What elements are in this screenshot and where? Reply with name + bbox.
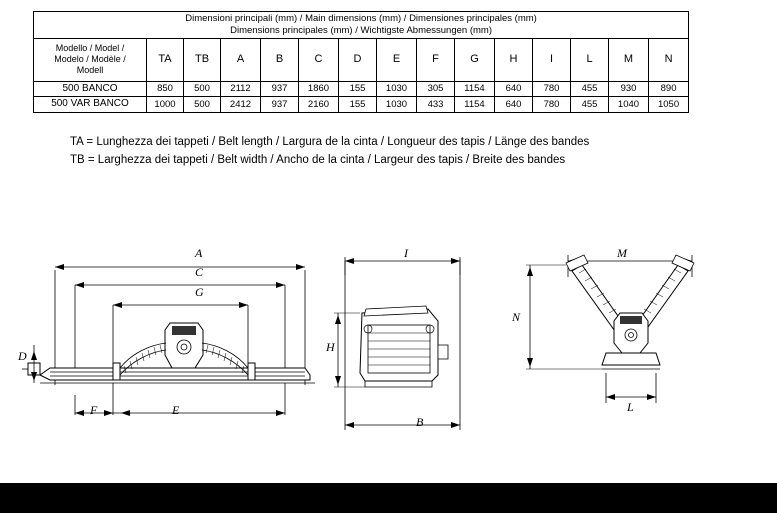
dim-label-g: G bbox=[195, 285, 204, 299]
cell-500banco-g: 1154 bbox=[455, 81, 495, 97]
cell-500varbanco-d: 155 bbox=[339, 97, 377, 113]
column-header-n: N bbox=[649, 38, 689, 81]
cell-500varbanco-c: 2160 bbox=[299, 97, 339, 113]
cell-500varbanco-i: 780 bbox=[533, 97, 571, 113]
dim-label-c: C bbox=[195, 265, 204, 279]
dim-label-f: F bbox=[90, 403, 98, 417]
column-header-c: C bbox=[299, 38, 339, 81]
cell-500varbanco-a: 2412 bbox=[221, 97, 261, 113]
front-view-drawing bbox=[20, 225, 340, 455]
legend-block bbox=[70, 134, 589, 170]
column-header-ta: TA bbox=[147, 38, 184, 81]
cell-500banco-c: 1860 bbox=[299, 81, 339, 97]
cell-500banco-a: 2112 bbox=[221, 81, 261, 97]
column-header-h: H bbox=[495, 38, 533, 81]
cell-500banco-m: 930 bbox=[609, 81, 649, 97]
cell-500varbanco-tb: 500 bbox=[184, 97, 221, 113]
dim-label-e: E bbox=[172, 403, 180, 417]
table-title-line-1: Dimensioni principali (mm) / Main dimensions (mm) / Dimensiones principales (mm) bbox=[185, 13, 537, 24]
table-title-line-2: Dimensions principales (mm) / Wichtigste Abmessungen (mm) bbox=[230, 24, 492, 36]
rear-view-drawing bbox=[510, 225, 720, 455]
cell-500banco-d: 155 bbox=[339, 81, 377, 97]
cell-500varbanco-n: 1050 bbox=[649, 97, 689, 113]
cell-500banco-f: 305 bbox=[417, 81, 455, 97]
cell-500banco-n: 890 bbox=[649, 81, 689, 97]
column-header-b: B bbox=[261, 38, 299, 81]
legend-line-tb: TB = Larghezza dei tappeti / Belt width / Ancho de la cinta / Largeur des tapis / Breite des bandes bbox=[70, 153, 566, 166]
table-row bbox=[34, 97, 689, 113]
column-header-f: F bbox=[417, 38, 455, 81]
column-header-tb: TB bbox=[184, 38, 221, 81]
cell-500varbanco-h: 640 bbox=[495, 97, 533, 113]
model-header-cell bbox=[34, 38, 147, 81]
cell-500banco-i: 780 bbox=[533, 81, 571, 97]
dim-label-n: N bbox=[512, 310, 521, 324]
cell-500varbanco-g: 1154 bbox=[455, 97, 495, 113]
dim-label-m: M bbox=[617, 246, 627, 260]
cell-500banco-e: 1030 bbox=[377, 81, 417, 97]
cell-500banco-ta: 850 bbox=[147, 81, 184, 97]
row-model-500-var-banco: 500 VAR BANCO bbox=[34, 97, 147, 113]
dim-label-h: H bbox=[326, 340, 335, 354]
column-header-e: E bbox=[377, 38, 417, 81]
column-header-g: G bbox=[455, 38, 495, 81]
bottom-black-band bbox=[0, 483, 777, 513]
dim-label-l: L bbox=[627, 400, 634, 414]
dimensions-table bbox=[33, 11, 689, 113]
table-row bbox=[34, 81, 689, 97]
cell-500varbanco-b: 937 bbox=[261, 97, 299, 113]
column-header-l: L bbox=[571, 38, 609, 81]
dim-label-i: I bbox=[404, 246, 408, 260]
technical-drawings bbox=[0, 225, 777, 455]
row-model-500-banco: 500 BANCO bbox=[34, 81, 147, 97]
cell-500banco-l: 455 bbox=[571, 81, 609, 97]
table-title-row bbox=[34, 12, 689, 39]
cell-500banco-b: 937 bbox=[261, 81, 299, 97]
cell-500banco-h: 640 bbox=[495, 81, 533, 97]
dim-label-d: D bbox=[18, 349, 27, 363]
column-header-a: A bbox=[221, 38, 261, 81]
column-header-d: D bbox=[339, 38, 377, 81]
legend-line-ta: TA = Lunghezza dei tappeti / Belt length / Largura de la cinta / Longueur des tapis / Länge des bandes bbox=[70, 136, 590, 148]
table-header-row bbox=[34, 38, 689, 81]
model-header-line-3: Modell bbox=[76, 65, 104, 76]
cell-500varbanco-m: 1040 bbox=[609, 97, 649, 113]
cell-500varbanco-l: 455 bbox=[571, 97, 609, 113]
model-header-line-1: Modello / Model / bbox=[55, 42, 125, 53]
column-header-m: M bbox=[609, 38, 649, 81]
cell-500varbanco-f: 433 bbox=[417, 97, 455, 113]
cell-500varbanco-e: 1030 bbox=[377, 97, 417, 113]
cell-500banco-tb: 500 bbox=[184, 81, 221, 97]
dim-label-a: A bbox=[195, 246, 203, 260]
cell-500varbanco-ta: 1000 bbox=[147, 97, 184, 113]
dimensions-table-wrapper bbox=[33, 11, 683, 113]
table-title-cell bbox=[34, 12, 689, 39]
model-header-line-2: Modelo / Modèle / bbox=[54, 54, 126, 65]
column-header-i: I bbox=[533, 38, 571, 81]
dim-label-b: B bbox=[416, 415, 424, 429]
